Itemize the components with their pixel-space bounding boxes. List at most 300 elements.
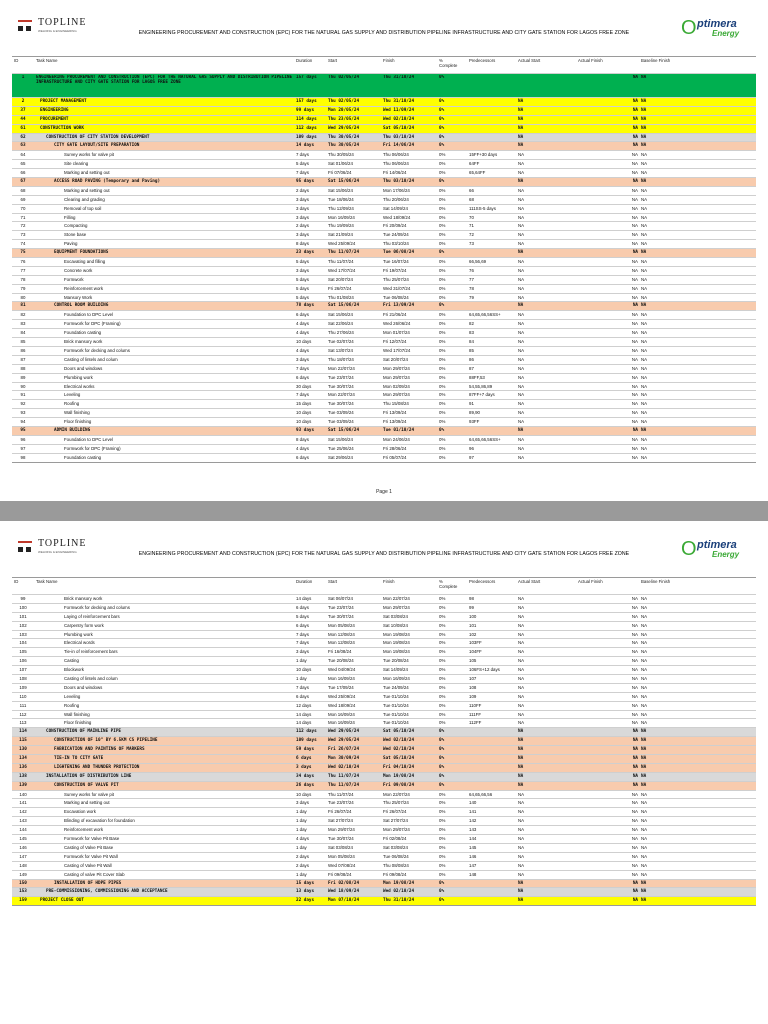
task-duration: 7 days <box>296 684 309 690</box>
task-name: Concrete work <box>64 267 93 273</box>
task-name: Casting of Valve Pit Wall <box>64 862 112 868</box>
task-name: Removal of top soil <box>64 205 102 211</box>
table-row <box>12 346 756 355</box>
task-id: 109 <box>19 684 27 690</box>
task-id: 102 <box>19 622 27 628</box>
table-row <box>12 97 756 106</box>
col-start-header: Start <box>328 58 338 63</box>
task-actual-start: NA <box>518 410 525 416</box>
task-predecessors: 141 <box>469 809 477 815</box>
task-predecessors: 78 <box>469 285 474 291</box>
task-duration: 114 days <box>296 116 317 122</box>
task-actual-finish: NA <box>631 161 638 167</box>
task-id: 138 <box>19 773 27 779</box>
task-start: Sat 06/07/24 <box>328 596 353 601</box>
task-predecessors: 76 <box>469 267 474 273</box>
task-start: Sat 13/07/24 <box>328 347 353 353</box>
schedule-page-1 <box>0 0 768 501</box>
task-actual-finish: NA <box>631 312 638 318</box>
task-start: Wed 07/08/24 <box>328 862 356 868</box>
task-finish: Fri 02/08/24 <box>383 836 407 842</box>
task-start: Thu 23/05/24 <box>328 116 360 122</box>
table-row <box>12 701 756 710</box>
task-duration: 3 days <box>296 649 309 655</box>
task-finish: Wed 02/10/24 <box>383 738 415 744</box>
task-duration: 5 days <box>296 276 309 282</box>
table-row <box>12 870 756 879</box>
task-start: Tue 23/07/24 <box>328 604 354 610</box>
task-actual-start: NA <box>518 436 525 442</box>
task-duration: 109 days <box>296 738 317 744</box>
task-start: Wed 17/07/24 <box>328 267 356 273</box>
task-start: Thu 30/05/24 <box>328 143 360 149</box>
table-row <box>12 221 756 230</box>
table-row <box>12 319 756 328</box>
task-percent-complete: 0% <box>439 161 446 167</box>
table-row <box>12 879 756 888</box>
table-row <box>12 594 756 603</box>
task-predecessors: 100 <box>469 613 477 619</box>
task-start: Mon 22/07/24 <box>328 365 355 371</box>
task-start: Mon 16/09/24 <box>328 720 355 726</box>
task-actual-finish: NA <box>631 676 638 682</box>
optimera-logo <box>681 537 761 561</box>
task-actual-start: NA <box>518 862 525 868</box>
task-start: Thu 11/07/24 <box>328 782 360 788</box>
task-predecessors: 70 <box>469 214 474 220</box>
task-id: 82 <box>20 312 26 318</box>
task-name: ENGINEERING PROCUREMENT AND CONSTRUCTION (EPC) FOR THE NATURAL GAS SUPPLY AND DISTRIBUTION PIPELINE INFRASTRUCTURE AND CITY GATE STATION FOR LAGOS FREE ZONE <box>36 75 293 86</box>
task-name: Wall finishing <box>64 711 90 717</box>
task-id: 143 <box>19 818 27 824</box>
task-duration: 5 days <box>296 285 309 291</box>
task-duration: 2 days <box>296 862 309 868</box>
task-predecessors: 88FF,53 <box>469 374 485 380</box>
col-start-header: Start <box>328 579 338 584</box>
task-baseline-finish: NA <box>641 756 647 762</box>
table-row <box>12 213 756 222</box>
table-row <box>12 665 756 674</box>
task-id: 139 <box>19 782 27 788</box>
task-id: 113 <box>19 720 27 726</box>
task-duration: 4 days <box>296 347 309 353</box>
task-finish: Tue 01/10/24 <box>383 427 415 433</box>
task-start: Thu 11/07/24 <box>328 791 354 797</box>
task-duration: 14 days <box>296 720 312 726</box>
task-start: Thu 11/07/24 <box>328 259 354 265</box>
task-actual-finish: NA <box>631 383 638 389</box>
col-pred-header: Predecessors <box>469 579 496 584</box>
task-predecessors: 112FF <box>469 720 482 726</box>
task-name: CONTROL ROOM BUILDING <box>54 303 109 309</box>
task-start: Thu 02/05/24 <box>328 99 360 104</box>
task-percent-complete: 0% <box>439 800 446 806</box>
task-percent-complete: 0% <box>439 756 445 762</box>
task-actual-start: NA <box>518 392 525 398</box>
task-finish: Mon 02/09/24 <box>383 383 410 389</box>
table-row <box>12 692 756 701</box>
task-percent-complete: 0% <box>439 250 445 256</box>
task-baseline-finish: NA <box>641 339 648 345</box>
task-baseline-finish: NA <box>641 392 648 398</box>
task-id: 44 <box>20 116 26 122</box>
task-actual-finish: NA <box>631 401 638 407</box>
table-row <box>12 73 756 97</box>
task-actual-start: NA <box>518 667 525 673</box>
task-finish: Sat 03/08/24 <box>383 844 408 850</box>
task-actual-start: NA <box>518 170 525 176</box>
task-actual-start: NA <box>518 223 525 229</box>
task-name: INSTALLATION OF HDPE PIPES <box>54 880 122 886</box>
task-actual-start: NA <box>518 116 524 122</box>
task-start: Mon 30/09/24 <box>328 756 360 762</box>
task-finish: Mon 19/08/24 <box>383 640 410 646</box>
task-actual-start: NA <box>518 613 525 619</box>
task-start: Thu 02/05/24 <box>328 75 360 80</box>
task-start: Tue 25/06/24 <box>328 445 354 451</box>
task-actual-start: NA <box>518 356 525 362</box>
task-predecessors: 85 <box>469 347 474 353</box>
task-actual-start: NA <box>518 196 525 202</box>
task-predecessors: 103FF <box>469 640 482 646</box>
task-duration: 8 days <box>296 241 309 247</box>
task-duration: 10 days <box>296 667 312 673</box>
table-row <box>12 718 756 727</box>
task-baseline-finish: NA <box>641 809 648 815</box>
task-finish: Wed 02/10/24 <box>383 116 415 122</box>
task-predecessors: 64,65,66,56SS+ <box>469 436 501 442</box>
task-baseline-finish: NA <box>641 330 648 336</box>
task-finish: Wed 02/10/24 <box>383 747 415 753</box>
task-predecessors: 64FF <box>469 161 480 167</box>
task-name: ENGINEERING <box>40 107 69 113</box>
task-finish: Wed 26/06/24 <box>383 321 411 327</box>
task-start: Sat 01/06/24 <box>328 161 353 167</box>
task-name: Survey works for valve pit <box>64 152 115 158</box>
task-finish: Mon 17/06/24 <box>383 187 410 193</box>
task-id: 69 <box>20 196 26 202</box>
task-percent-complete: 0% <box>439 818 446 824</box>
task-percent-complete: 0% <box>439 152 446 158</box>
table-row <box>12 106 756 115</box>
task-percent-complete: 0% <box>439 711 446 717</box>
task-name: Roofing <box>64 401 80 407</box>
task-actual-start: NA <box>518 347 525 353</box>
task-name: FABRICATION AND PAINTING OF MARKERS <box>54 747 145 753</box>
table-row <box>12 612 756 621</box>
task-baseline-finish: NA <box>641 401 648 407</box>
task-percent-complete: 0% <box>439 729 445 735</box>
task-baseline-finish: NA <box>641 241 648 247</box>
task-finish: Mon 29/07/24 <box>383 365 410 371</box>
task-percent-complete: 0% <box>439 303 445 309</box>
task-predecessors: 66,56,69 <box>469 259 487 265</box>
task-duration: 6 days <box>296 374 309 380</box>
task-actual-start: NA <box>518 853 525 859</box>
task-actual-start: NA <box>518 702 525 708</box>
task-start: Fri 02/08/24 <box>328 880 360 886</box>
table-row <box>12 257 756 266</box>
task-actual-start: NA <box>518 143 524 149</box>
table-row <box>12 647 756 656</box>
task-start: Fri 16/08/24 <box>328 649 352 655</box>
task-start: Tue 23/07/24 <box>328 374 354 380</box>
task-actual-finish: NA <box>631 205 638 211</box>
task-name: CITY GATE LAYOUT/SITE PREPARATION <box>54 143 140 149</box>
task-start: Tue 30/07/24 <box>328 836 354 842</box>
task-percent-complete: 0% <box>439 321 446 327</box>
task-duration: 4 days <box>296 445 309 451</box>
task-duration: 3 days <box>296 196 309 202</box>
task-percent-complete: 0% <box>439 649 446 655</box>
table-row <box>12 373 756 382</box>
task-id: 63 <box>20 143 26 149</box>
task-name: Mansory Work <box>64 294 93 300</box>
task-id: 103 <box>19 631 27 637</box>
task-predecessors: 98 <box>469 596 474 601</box>
task-actual-finish: NA <box>632 880 638 886</box>
task-baseline-finish: NA <box>641 818 648 824</box>
task-predecessors: 143 <box>469 827 477 833</box>
task-predecessors: 108 <box>469 684 477 690</box>
task-actual-start: NA <box>518 241 525 247</box>
task-finish: Tue 06/08/24 <box>383 294 409 300</box>
task-duration: 22 days <box>296 898 315 904</box>
task-percent-complete: 0% <box>439 720 446 726</box>
task-actual-start: NA <box>518 773 524 779</box>
task-predecessors: 68 <box>469 196 474 202</box>
task-baseline-finish: NA <box>641 179 647 185</box>
task-percent-complete: 0% <box>439 658 446 664</box>
task-actual-start: NA <box>518 764 524 770</box>
task-actual-start: NA <box>518 729 524 735</box>
task-baseline-finish: NA <box>641 622 648 628</box>
task-finish: Mon 24/06/24 <box>383 436 410 442</box>
task-percent-complete: 0% <box>439 622 446 628</box>
task-predecessors: 79 <box>469 294 474 300</box>
task-predecessors: 140 <box>469 800 477 806</box>
task-duration: 78 days <box>296 303 315 309</box>
task-id: 115 <box>19 738 27 744</box>
task-name: PROJECT CLOSE OUT <box>40 898 84 904</box>
task-duration: 5 days <box>296 161 309 167</box>
task-finish: Tue 20/08/24 <box>383 658 409 664</box>
table-row <box>12 204 756 213</box>
task-id: 78 <box>20 276 26 282</box>
task-actual-finish: NA <box>631 419 638 425</box>
task-baseline-finish: NA <box>641 276 648 282</box>
task-finish: Sat 03/08/24 <box>383 613 408 619</box>
task-finish: Wed 31/07/24 <box>383 285 411 291</box>
optimera-swoosh-icon: O <box>681 17 697 39</box>
task-id: 70 <box>20 205 26 211</box>
col-duration-header: Duration <box>296 58 313 63</box>
task-id: 83 <box>20 321 26 327</box>
task-percent-complete: 0% <box>439 676 446 682</box>
task-actual-start: NA <box>518 791 525 797</box>
task-actual-start: NA <box>518 836 525 842</box>
task-finish: Mon 19/08/24 <box>383 773 415 779</box>
task-predecessors: 145 <box>469 844 477 850</box>
task-percent-complete: 0% <box>439 747 445 753</box>
task-actual-finish: NA <box>632 756 638 762</box>
task-actual-finish: NA <box>632 134 638 140</box>
table-row <box>12 807 756 816</box>
task-baseline-finish: NA <box>641 152 648 158</box>
task-duration: 7 days <box>296 365 309 371</box>
task-id: 145 <box>19 836 27 842</box>
task-start: Fri 26/07/24 <box>328 809 352 815</box>
task-start: Tue 23/07/24 <box>328 800 354 806</box>
task-actual-start: NA <box>518 756 524 762</box>
task-start: Tue 03/09/24 <box>328 410 354 416</box>
task-start: Wed 18/09/24 <box>328 889 360 895</box>
task-baseline-finish: NA <box>641 303 647 309</box>
task-percent-complete: 0% <box>439 107 445 113</box>
task-baseline-finish: NA <box>641 898 647 904</box>
task-baseline-finish: NA <box>641 738 647 744</box>
task-name: Brick mansory work <box>64 339 103 345</box>
task-predecessors: 146 <box>469 853 477 859</box>
task-percent-complete: 0% <box>439 339 446 345</box>
task-percent-complete: 0% <box>439 791 446 797</box>
task-name: Formwork for DPC (Framing) <box>64 445 121 451</box>
task-start: Wed 18/09/24 <box>328 702 356 708</box>
task-actual-start: NA <box>518 179 524 185</box>
task-percent-complete: 0% <box>439 410 446 416</box>
task-duration: 7 days <box>296 170 309 176</box>
task-finish: Tue 16/07/24 <box>383 259 409 265</box>
task-id: 86 <box>20 347 26 353</box>
task-name: Plumbing work <box>64 631 93 637</box>
table-row <box>12 328 756 337</box>
task-baseline-finish: NA <box>641 410 648 416</box>
task-baseline-finish: NA <box>641 862 648 868</box>
task-finish: Thu 03/10/24 <box>383 179 415 185</box>
task-start: Tue 20/08/24 <box>328 658 354 664</box>
task-name: TIE-IN TO CITY GATE <box>54 756 104 762</box>
task-duration: 1 day <box>296 871 307 877</box>
task-id: 130 <box>19 747 27 753</box>
task-name: PROJECT MANAGEMENT <box>40 99 87 104</box>
task-actual-start: NA <box>518 871 525 877</box>
table-row <box>12 656 756 665</box>
task-actual-finish: NA <box>631 667 638 673</box>
task-duration: 109 days <box>296 134 317 140</box>
table-row <box>12 133 756 142</box>
task-finish: Mon 19/08/24 <box>383 631 410 637</box>
task-actual-finish: NA <box>631 356 638 362</box>
task-duration: 4 days <box>296 321 309 327</box>
task-duration: 5 days <box>296 259 309 265</box>
table-row <box>12 390 756 399</box>
task-actual-start: NA <box>518 187 525 193</box>
task-percent-complete: 0% <box>439 170 446 176</box>
task-name: Clearing and grading <box>64 196 105 202</box>
task-percent-complete: 0% <box>439 330 446 336</box>
task-actual-finish: NA <box>631 276 638 282</box>
task-duration: 7 days <box>296 640 309 646</box>
task-duration: 112 days <box>296 125 317 131</box>
col-actual-start-header: Actual Start <box>518 579 541 584</box>
task-id: 142 <box>19 809 27 815</box>
task-duration: 99 days <box>296 107 315 113</box>
task-predecessors: 99 <box>469 604 474 610</box>
task-predecessors: 93FF <box>469 419 480 425</box>
task-actual-finish: NA <box>632 250 638 256</box>
task-baseline-finish: NA <box>641 613 648 619</box>
task-finish: Fri 04/10/24 <box>383 764 415 770</box>
task-duration: 93 days <box>296 427 315 433</box>
task-start: Fri 09/08/24 <box>328 871 352 877</box>
task-finish: Tue 06/08/24 <box>383 853 409 859</box>
task-start: Wed 02/10/24 <box>328 764 360 770</box>
task-actual-finish: NA <box>631 392 638 398</box>
task-actual-finish: NA <box>631 445 638 451</box>
task-baseline-finish: NA <box>641 312 648 318</box>
table-row <box>12 435 756 444</box>
task-id: 74 <box>20 241 26 247</box>
task-id: 90 <box>20 383 26 389</box>
task-percent-complete: 0% <box>439 312 446 318</box>
col-finish-header: Finish <box>383 579 395 584</box>
task-baseline-finish: NA <box>641 294 648 300</box>
task-finish: Tue 24/09/24 <box>383 684 409 690</box>
task-name: Foundation to DPC Level <box>64 436 114 442</box>
task-predecessors: 104FF <box>469 649 482 655</box>
task-finish: Sat 27/07/24 <box>383 818 408 824</box>
task-baseline-finish: NA <box>641 170 648 176</box>
task-duration: 7 days <box>296 392 309 398</box>
task-baseline-finish: NA <box>641 880 647 886</box>
task-percent-complete: 0% <box>439 773 445 779</box>
task-actual-start: NA <box>518 427 524 433</box>
task-actual-start: NA <box>518 383 525 389</box>
task-actual-start: NA <box>518 365 525 371</box>
task-finish: Sat 10/08/24 <box>383 622 408 628</box>
task-id: 72 <box>20 223 26 229</box>
task-start: Thu 11/07/24 <box>328 250 360 256</box>
task-actual-finish: NA <box>631 640 638 646</box>
table-row <box>12 834 756 843</box>
task-start: Tue 30/07/24 <box>328 401 354 407</box>
task-actual-finish: NA <box>631 693 638 699</box>
task-duration: 6 days <box>296 622 309 628</box>
task-percent-complete: 0% <box>439 684 446 690</box>
task-id: 62 <box>20 134 26 140</box>
task-name: CONSTRUCTION OF CITY STATION DEVELOPMENT <box>46 134 150 140</box>
task-actual-start: NA <box>518 800 525 806</box>
task-name: Paving <box>64 241 78 247</box>
task-percent-complete: 0% <box>439 764 445 770</box>
task-baseline-finish: NA <box>641 720 648 726</box>
task-id: 144 <box>19 827 27 833</box>
task-actual-finish: NA <box>631 241 638 247</box>
task-start: Tue 18/06/24 <box>328 196 354 202</box>
col-actual-start-header: Actual Start <box>518 58 541 63</box>
task-percent-complete: 0% <box>439 436 446 442</box>
table-row <box>12 150 756 159</box>
task-finish: Mon 19/08/24 <box>383 649 410 655</box>
task-finish: Fri 20/09/24 <box>383 223 407 229</box>
task-baseline-finish: NA <box>641 143 647 149</box>
task-finish: Mon 29/07/24 <box>383 604 410 610</box>
document-title: ENGINEERING PROCUREMENT AND CONSTRUCTION (EPC) FOR THE NATURAL GAS SUPPLY AND DISTRIBUTION PIPELINE INFRASTRUCTURE AND CITY GATE STATION FOR LAGOS FREE ZONE <box>138 551 630 557</box>
task-finish: Tue 06/08/24 <box>383 250 415 256</box>
table-row <box>12 266 756 275</box>
task-actual-finish: NA <box>631 844 638 850</box>
task-duration: 3 days <box>296 267 309 273</box>
